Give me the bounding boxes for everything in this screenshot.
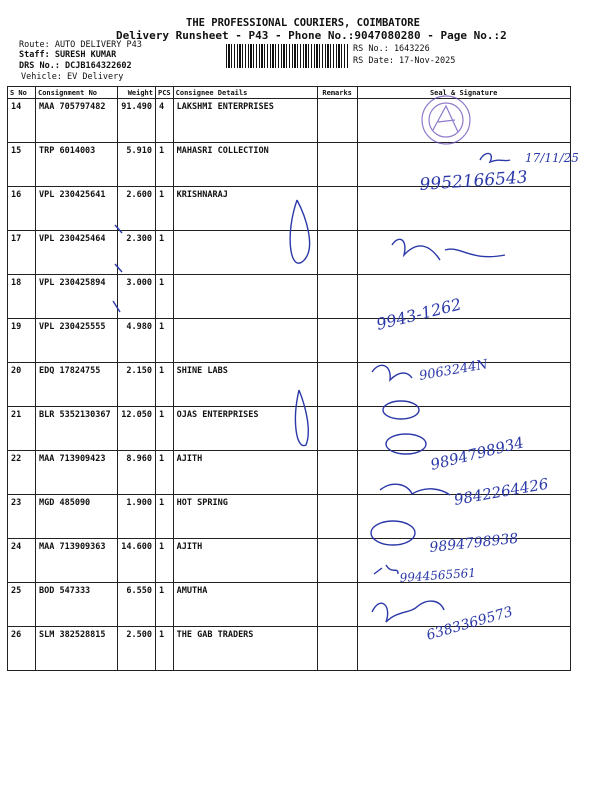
row-pcs: 1 bbox=[156, 363, 174, 407]
rs-date: RS Date: 17-Nov-2025 bbox=[353, 56, 456, 66]
col-consignment: Consignment No bbox=[36, 87, 118, 99]
row-pcs: 1 bbox=[156, 539, 174, 583]
row-pcs: 1 bbox=[156, 143, 174, 187]
row-remarks bbox=[317, 407, 357, 451]
row-sno: 15 bbox=[8, 143, 36, 187]
row-consignee bbox=[173, 275, 317, 319]
barcode bbox=[226, 44, 348, 68]
table-row bbox=[8, 627, 571, 671]
row-signature bbox=[357, 451, 570, 495]
row-sno: 17 bbox=[8, 231, 36, 275]
row-signature bbox=[357, 99, 570, 143]
row-sno: 24 bbox=[8, 539, 36, 583]
row-sno: 20 bbox=[8, 363, 36, 407]
row-pcs: 1 bbox=[156, 627, 174, 671]
col-consignee: Consignee Details bbox=[173, 87, 317, 99]
row-pcs: 1 bbox=[156, 495, 174, 539]
row-pcs: 1 bbox=[156, 451, 174, 495]
row-consignment: MGD 485090 bbox=[36, 495, 118, 539]
phone-24: 9894798938 bbox=[428, 530, 520, 556]
row-consignee: SHINE LABS bbox=[173, 363, 317, 407]
row-sno: 21 bbox=[8, 407, 36, 451]
row-weight: 1.900 bbox=[118, 495, 156, 539]
row-remarks bbox=[317, 627, 357, 671]
row-sno: 26 bbox=[8, 627, 36, 671]
row-consignment: MAA 713909363 bbox=[36, 539, 118, 583]
row-remarks bbox=[317, 495, 357, 539]
row-pcs: 4 bbox=[156, 99, 174, 143]
row-pcs: 1 bbox=[156, 407, 174, 451]
row-consignee: AJITH bbox=[173, 451, 317, 495]
phone-22: 9894798934 bbox=[428, 433, 526, 474]
table-row bbox=[8, 495, 571, 539]
row-signature bbox=[357, 495, 570, 539]
row-sno: 25 bbox=[8, 583, 36, 627]
route-label: Route: AUTO DELIVERY P43 bbox=[19, 40, 142, 50]
row-remarks bbox=[317, 583, 357, 627]
row-signature bbox=[357, 627, 570, 671]
row-sno: 18 bbox=[8, 275, 36, 319]
row-weight: 6.550 bbox=[118, 583, 156, 627]
row-signature bbox=[357, 275, 570, 319]
row-consignment: BOD 547333 bbox=[36, 583, 118, 627]
phone-26: 6383369573 bbox=[424, 603, 515, 644]
row-weight: 14.600 bbox=[118, 539, 156, 583]
table-row bbox=[8, 187, 571, 231]
row-consignment: EDQ 17824755 bbox=[36, 363, 118, 407]
vehicle-label: Vehicle: EV Delivery bbox=[21, 72, 124, 82]
phone-18: 9943-1262 bbox=[374, 294, 464, 334]
row-consignee: THE GAB TRADERS bbox=[173, 627, 317, 671]
row-signature bbox=[357, 143, 570, 187]
row-sno: 16 bbox=[8, 187, 36, 231]
staff-label: Staff: SURESH KUMAR bbox=[19, 50, 117, 60]
row-signature bbox=[357, 319, 570, 363]
company-name: THE PROFESSIONAL COURIERS, COIMBATORE bbox=[186, 17, 420, 29]
table-row bbox=[8, 407, 571, 451]
row-pcs: 1 bbox=[156, 231, 174, 275]
phone-20: 9063244N bbox=[418, 357, 489, 384]
row-signature bbox=[357, 363, 570, 407]
row-pcs: 1 bbox=[156, 319, 174, 363]
row-sno: 23 bbox=[8, 495, 36, 539]
row-consignment: VPL 230425555 bbox=[36, 319, 118, 363]
col-remarks: Remarks bbox=[317, 87, 357, 99]
row-weight: 91.490 bbox=[118, 99, 156, 143]
row-remarks bbox=[317, 231, 357, 275]
row-consignee: OJAS ENTERPRISES bbox=[173, 407, 317, 451]
row-consignment: SLM 382528815 bbox=[36, 627, 118, 671]
col-sno: S No bbox=[8, 87, 36, 99]
row-weight: 2.600 bbox=[118, 187, 156, 231]
date-15: 17/11/25 bbox=[525, 151, 579, 165]
row-consignee: MAHASRI COLLECTION bbox=[173, 143, 317, 187]
runsheet-title: Delivery Runsheet - P43 - Phone No.:9047080280 - Page No.:2 bbox=[116, 29, 507, 42]
row-weight: 5.910 bbox=[118, 143, 156, 187]
phone-25: 9944565561 bbox=[399, 565, 477, 585]
row-weight: 8.960 bbox=[118, 451, 156, 495]
col-weight: Weight bbox=[118, 87, 156, 99]
row-sno: 22 bbox=[8, 451, 36, 495]
row-consignee: KRISHNARAJ bbox=[173, 187, 317, 231]
row-signature bbox=[357, 231, 570, 275]
table-row bbox=[8, 583, 571, 627]
col-seal: Seal & Signature bbox=[357, 87, 570, 99]
row-consignee: HOT SPRING bbox=[173, 495, 317, 539]
row-pcs: 1 bbox=[156, 275, 174, 319]
row-weight: 2.500 bbox=[118, 627, 156, 671]
row-signature bbox=[357, 407, 570, 451]
row-signature bbox=[357, 583, 570, 627]
row-sno: 19 bbox=[8, 319, 36, 363]
rs-number: RS No.: 1643226 bbox=[353, 44, 430, 54]
row-weight: 2.150 bbox=[118, 363, 156, 407]
row-remarks bbox=[317, 187, 357, 231]
table-row bbox=[8, 363, 571, 407]
row-consignment: MAA 705797482 bbox=[36, 99, 118, 143]
table-header bbox=[8, 87, 571, 99]
row-weight: 4.980 bbox=[118, 319, 156, 363]
row-remarks bbox=[317, 451, 357, 495]
row-remarks bbox=[317, 99, 357, 143]
row-consignment: VPL 230425464 bbox=[36, 231, 118, 275]
table-row bbox=[8, 275, 571, 319]
col-pcs: PCS bbox=[156, 87, 174, 99]
row-consignee: AMUTHA bbox=[173, 583, 317, 627]
row-remarks bbox=[317, 539, 357, 583]
row-consignee bbox=[173, 319, 317, 363]
row-remarks bbox=[317, 319, 357, 363]
drs-label: DRS No.: DCJB164322602 bbox=[19, 61, 132, 71]
row-consignment: BLR 5352130367 bbox=[36, 407, 118, 451]
row-remarks bbox=[317, 275, 357, 319]
table-row bbox=[8, 143, 571, 187]
row-consignee: AJITH bbox=[173, 539, 317, 583]
row-remarks bbox=[317, 143, 357, 187]
row-weight: 2.300 bbox=[118, 231, 156, 275]
row-weight: 12.050 bbox=[118, 407, 156, 451]
row-consignee bbox=[173, 231, 317, 275]
table-row bbox=[8, 319, 571, 363]
row-consignment: MAA 713909423 bbox=[36, 451, 118, 495]
row-weight: 3.000 bbox=[118, 275, 156, 319]
row-pcs: 1 bbox=[156, 583, 174, 627]
row-sno: 14 bbox=[8, 99, 36, 143]
phone-16: 9952166543 bbox=[418, 167, 529, 195]
table-row bbox=[8, 99, 571, 143]
phone-23: 9842264426 bbox=[452, 474, 550, 509]
row-signature bbox=[357, 539, 570, 583]
row-consignment: VPL 230425894 bbox=[36, 275, 118, 319]
row-consignment: TRP 6014003 bbox=[36, 143, 118, 187]
table-row bbox=[8, 539, 571, 583]
table-row bbox=[8, 451, 571, 495]
runsheet-table bbox=[7, 86, 571, 671]
table-row bbox=[8, 231, 571, 275]
row-consignment: VPL 230425641 bbox=[36, 187, 118, 231]
row-pcs: 1 bbox=[156, 187, 174, 231]
row-remarks bbox=[317, 363, 357, 407]
row-consignee: LAKSHMI ENTERPRISES bbox=[173, 99, 317, 143]
row-signature bbox=[357, 187, 570, 231]
